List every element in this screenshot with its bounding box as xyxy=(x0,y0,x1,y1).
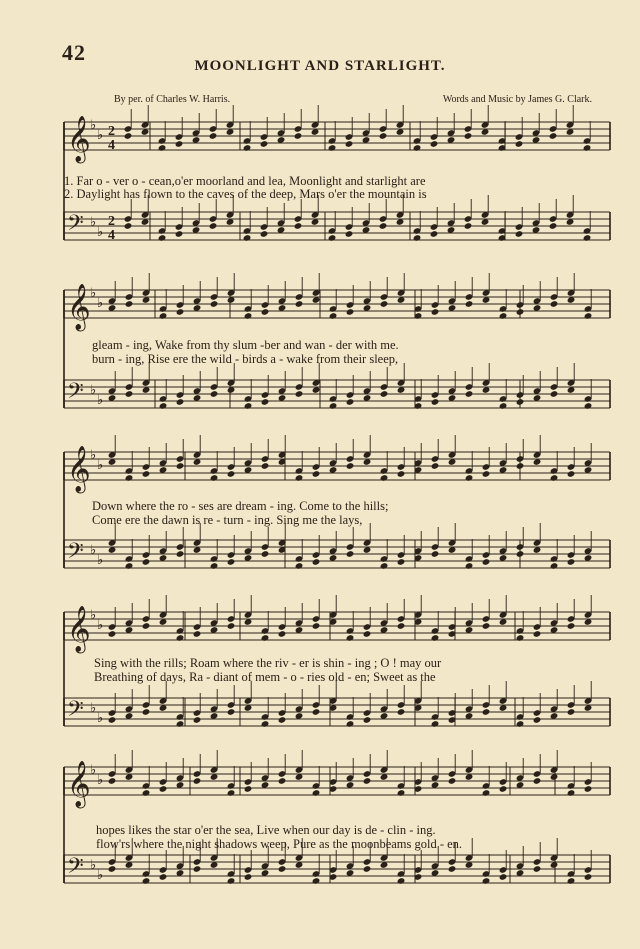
note-head xyxy=(328,144,337,152)
note-head xyxy=(549,132,558,140)
note-head xyxy=(312,789,321,797)
note-head xyxy=(413,144,422,152)
flat-sign: ♭ xyxy=(90,117,97,132)
note-head xyxy=(346,462,355,470)
note-head xyxy=(397,470,406,478)
note-head xyxy=(550,390,559,398)
note-head xyxy=(567,558,576,566)
note-head xyxy=(312,558,321,566)
lyric-line-verse-2: flow'rs where the night shadows weep, Pure as the moonbeams gold - en. xyxy=(96,837,463,851)
note-head xyxy=(516,634,525,642)
note-head xyxy=(465,474,474,482)
note-head xyxy=(261,462,270,470)
flat-sign: ♭ xyxy=(90,857,97,872)
note-head xyxy=(499,873,508,881)
note-head xyxy=(583,234,592,242)
note-head xyxy=(346,308,355,316)
note-head xyxy=(533,716,542,724)
note-head xyxy=(142,470,151,478)
note-head xyxy=(261,550,270,558)
note-head xyxy=(431,308,440,316)
note-head xyxy=(515,140,524,148)
note-head xyxy=(278,777,287,785)
note-head xyxy=(312,470,321,478)
note-head xyxy=(397,708,406,716)
note-head xyxy=(176,308,185,316)
treble-clef: 𝄞 xyxy=(67,761,91,807)
note-head xyxy=(550,562,559,570)
lyric-line-verse-2: burn - ing, Rise ere the wild - birds a - wake from their sleep, xyxy=(92,352,399,366)
flat-sign: ♭ xyxy=(90,285,97,300)
note-head xyxy=(108,777,117,785)
flat-sign: ♭ xyxy=(90,762,97,777)
note-head xyxy=(227,789,236,797)
note-head xyxy=(243,144,252,152)
note-head xyxy=(176,398,185,406)
flat-sign: ♭ xyxy=(97,392,104,407)
note-head xyxy=(567,708,576,716)
note-head xyxy=(482,558,491,566)
note-head xyxy=(380,562,389,570)
note-head xyxy=(583,144,592,152)
note-head xyxy=(193,777,202,785)
note-head xyxy=(397,622,406,630)
note-head xyxy=(431,398,440,406)
note-head xyxy=(363,865,372,873)
note-head xyxy=(244,785,253,793)
note-head xyxy=(312,622,321,630)
note-head xyxy=(244,312,253,320)
note-head xyxy=(175,140,184,148)
note-head xyxy=(431,720,440,728)
author-credit: Words and Music by James G. Clark. xyxy=(442,94,592,105)
treble-clef: 𝄞 xyxy=(67,284,91,330)
note-head xyxy=(499,402,508,410)
note-head xyxy=(550,474,559,482)
time-signature-bottom: 4 xyxy=(108,138,115,153)
flat-sign: ♭ xyxy=(97,552,104,567)
time-signature-top: 2 xyxy=(108,214,115,229)
note-head xyxy=(499,312,508,320)
note-head xyxy=(584,312,593,320)
note-head xyxy=(175,230,184,238)
note-head xyxy=(431,550,440,558)
flat-sign: ♭ xyxy=(90,542,97,557)
note-head xyxy=(448,777,457,785)
note-head xyxy=(329,402,338,410)
note-head xyxy=(295,562,304,570)
note-head xyxy=(431,462,440,470)
flat-sign: ♭ xyxy=(97,772,104,787)
note-head xyxy=(567,622,576,630)
note-head xyxy=(465,562,474,570)
bass-clef: 𝄢 xyxy=(67,854,84,884)
note-head xyxy=(482,789,491,797)
note-head xyxy=(159,785,168,793)
note-head xyxy=(516,720,525,728)
note-head xyxy=(567,470,576,478)
note-head xyxy=(124,222,133,230)
page-number: 42 xyxy=(62,40,86,65)
flat-sign: ♭ xyxy=(90,607,97,622)
note-head xyxy=(243,234,252,242)
note-head xyxy=(482,877,491,885)
flat-sign: ♭ xyxy=(97,224,104,239)
note-head xyxy=(260,230,269,238)
note-head xyxy=(431,634,440,642)
flat-sign: ♭ xyxy=(97,710,104,725)
note-head xyxy=(261,308,270,316)
note-head xyxy=(515,230,524,238)
note-head xyxy=(533,777,542,785)
note-head xyxy=(294,222,303,230)
note-head xyxy=(345,140,354,148)
note-head xyxy=(176,462,185,470)
note-head xyxy=(108,716,117,724)
note-head xyxy=(210,474,219,482)
song-title: MOONLIGHT AND STARLIGHT. xyxy=(194,58,446,74)
note-head xyxy=(295,300,304,308)
note-head xyxy=(533,865,542,873)
note-head xyxy=(516,308,525,316)
flat-sign: ♭ xyxy=(97,127,104,142)
lyric-line-verse-1: 1. Far o - ver o - cean,o'er moorland and lea, Moonlight and starlight are xyxy=(64,174,426,188)
note-head xyxy=(227,708,236,716)
note-head xyxy=(397,877,406,885)
note-head xyxy=(397,789,406,797)
note-head xyxy=(244,402,253,410)
note-head xyxy=(210,300,219,308)
bass-clef: 𝄢 xyxy=(67,379,84,409)
treble-clef: 𝄞 xyxy=(67,116,91,162)
note-head xyxy=(482,470,491,478)
flat-sign: ♭ xyxy=(97,295,104,310)
note-head xyxy=(227,558,236,566)
note-head xyxy=(125,390,134,398)
note-head xyxy=(516,462,525,470)
bass-clef: 𝄢 xyxy=(67,697,84,727)
flat-sign: ♭ xyxy=(90,382,97,397)
note-head xyxy=(210,562,219,570)
lyric-line-verse-2: Come ere the dawn is re - turn - ing. Sing me the lays, xyxy=(92,513,363,527)
note-head xyxy=(346,720,355,728)
note-head xyxy=(584,402,593,410)
note-head xyxy=(159,873,168,881)
note-head xyxy=(567,789,576,797)
note-head xyxy=(413,234,422,242)
note-head xyxy=(584,785,593,793)
note-head xyxy=(294,132,303,140)
note-head xyxy=(108,865,117,873)
note-head xyxy=(108,630,117,638)
note-head xyxy=(397,558,406,566)
note-head xyxy=(380,300,389,308)
flat-sign: ♭ xyxy=(97,457,104,472)
note-head xyxy=(176,720,185,728)
time-signature-top: 2 xyxy=(108,124,115,139)
treble-clef: 𝄞 xyxy=(67,606,91,652)
note-head xyxy=(345,230,354,238)
note-head xyxy=(210,390,219,398)
note-head xyxy=(346,398,355,406)
note-head xyxy=(549,222,558,230)
flat-sign: ♭ xyxy=(90,700,97,715)
note-head xyxy=(142,708,151,716)
bass-clef: 𝄢 xyxy=(67,211,84,241)
note-head xyxy=(482,622,491,630)
bass-clef: 𝄢 xyxy=(67,539,84,569)
note-head xyxy=(346,550,355,558)
flat-sign: ♭ xyxy=(90,447,97,462)
note-head xyxy=(261,398,270,406)
note-head xyxy=(430,140,439,148)
flat-sign: ♭ xyxy=(97,617,104,632)
lyric-line-verse-2: Breathing of days, Ra - diant of mem - o - ries old - en; Sweet as the xyxy=(94,670,436,684)
note-head xyxy=(363,716,372,724)
note-head xyxy=(158,234,167,242)
note-head xyxy=(193,716,202,724)
note-head xyxy=(158,144,167,152)
note-head xyxy=(159,312,168,320)
note-head xyxy=(464,132,473,140)
note-head xyxy=(176,634,185,642)
note-head xyxy=(193,630,202,638)
note-head xyxy=(363,777,372,785)
flat-sign: ♭ xyxy=(90,214,97,229)
note-head xyxy=(533,630,542,638)
note-head xyxy=(516,550,525,558)
note-head xyxy=(567,877,576,885)
note-head xyxy=(584,873,593,881)
note-head xyxy=(260,140,269,148)
note-head xyxy=(227,622,236,630)
treble-clef: 𝄞 xyxy=(67,446,91,492)
lyric-line-verse-1: Down where the ro - ses are dream - ing. Come to the hills; xyxy=(92,499,389,513)
note-head xyxy=(312,877,321,885)
note-head xyxy=(329,312,338,320)
note-head xyxy=(295,474,304,482)
note-head xyxy=(464,222,473,230)
note-head xyxy=(193,865,202,873)
note-head xyxy=(346,634,355,642)
note-head xyxy=(295,390,304,398)
note-head xyxy=(430,230,439,238)
note-head xyxy=(227,877,236,885)
note-head xyxy=(125,300,134,308)
note-head xyxy=(550,300,559,308)
note-head xyxy=(465,300,474,308)
note-head xyxy=(379,222,388,230)
note-head xyxy=(124,132,133,140)
note-head xyxy=(261,634,270,642)
note-head xyxy=(209,222,218,230)
note-head xyxy=(142,789,151,797)
note-head xyxy=(482,708,491,716)
permission-credit: By per. of Charles W. Harris. xyxy=(114,94,231,105)
lyric-line-verse-1: hopes likes the star o'er the sea, Live when our day is de - clin - ing. xyxy=(96,823,436,837)
lyric-line-verse-2: 2. Daylight has flown to the caves of the deep, Mars o'er the mountain is xyxy=(64,187,427,201)
note-head xyxy=(363,630,372,638)
note-head xyxy=(278,716,287,724)
note-head xyxy=(278,630,287,638)
note-head xyxy=(176,550,185,558)
note-head xyxy=(125,562,134,570)
note-head xyxy=(465,390,474,398)
note-head xyxy=(261,720,270,728)
note-head xyxy=(244,873,253,881)
note-head xyxy=(159,402,168,410)
note-head xyxy=(499,785,508,793)
note-head xyxy=(209,132,218,140)
note-head xyxy=(328,234,337,242)
flat-sign: ♭ xyxy=(97,867,104,882)
note-head xyxy=(379,132,388,140)
lyric-line-verse-1: gleam - ing, Wake from thy slum -ber and wan - der with me. xyxy=(92,338,399,352)
note-head xyxy=(380,474,389,482)
note-head xyxy=(125,474,134,482)
note-head xyxy=(380,390,389,398)
note-head xyxy=(142,877,151,885)
note-head xyxy=(142,558,151,566)
note-head xyxy=(312,708,321,716)
lyric-line-verse-1: Sing with the rills; Roam where the riv - er is shin - ing ; O ! may our xyxy=(94,656,442,670)
note-head xyxy=(278,865,287,873)
note-head xyxy=(448,865,457,873)
note-head xyxy=(142,622,151,630)
note-head xyxy=(516,398,525,406)
time-signature-bottom: 4 xyxy=(108,228,115,243)
note-head xyxy=(227,470,236,478)
